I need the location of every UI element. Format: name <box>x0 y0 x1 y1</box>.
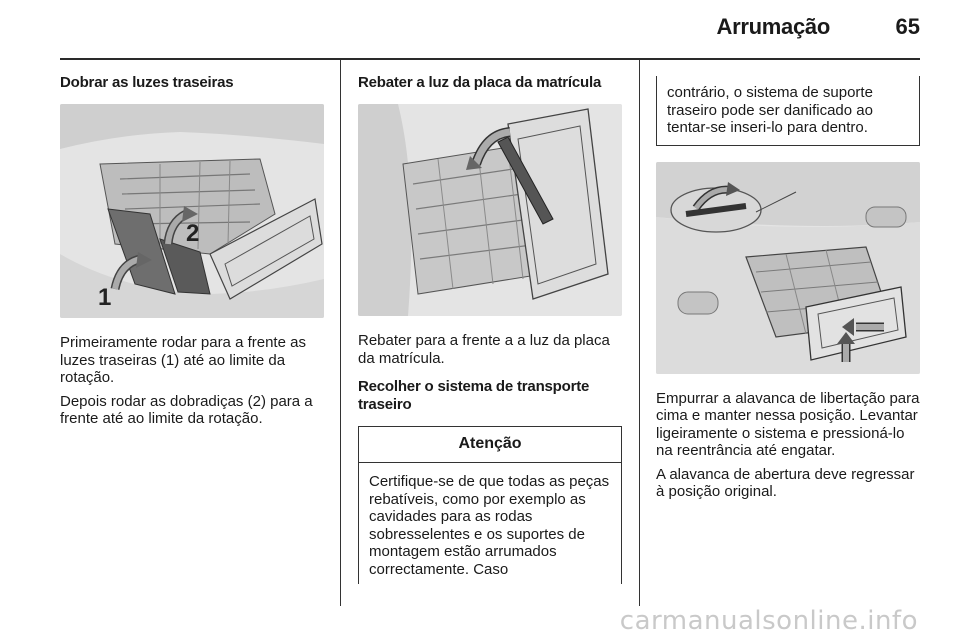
page-number: 65 <box>895 14 920 39</box>
tail-lights-step-2: Depois rodar as dobradiças (2) para a frente até ao limite da rotação. <box>60 392 313 427</box>
column-tail-lights <box>60 74 324 434</box>
attention-box-continued: contrário, o sistema de suporte traseiro pode ser danificado ao tentar-se inseri-lo para dentro. <box>656 76 920 146</box>
plate-light-illustration <box>358 104 622 316</box>
plate-light-step: Rebater para a frente a a luz da placa da matrícula. <box>358 332 610 367</box>
tail-lights-illustration <box>60 104 324 318</box>
carrier-stow-illustration <box>656 162 920 374</box>
carrier-stow-step-2: A alavanca de abertura deve regressar à posição original. <box>656 465 915 500</box>
section-heading-plate-light: Rebater a luz da placa da matrícula <box>358 74 602 91</box>
header-divider <box>60 58 920 60</box>
column-divider-right <box>639 60 640 606</box>
attention-box <box>358 426 622 584</box>
callout-label-2: 2 <box>186 220 200 247</box>
carrier-stow-step-1: Empurrar a alavanca de libertação para cima e manter nessa posição. Levantar ligeiramente o sistema e pressioná-lo na reentrância até engatar. <box>656 389 920 459</box>
column-divider-left <box>340 60 341 606</box>
attention-title: Atenção <box>359 427 621 463</box>
attention-text: Certifique-se de que todas as peças rebatíveis, como por exemplo as cavidades para as rodas sobresselentes e os suportes de montagem estão arrumados correctamente. Caso <box>369 473 610 578</box>
page-header-title: Arrumação <box>716 14 830 39</box>
section-heading-tail-lights: Dobrar as luzes traseiras <box>60 74 234 91</box>
tail-lights-step-1: Primeiramente rodar para a frente as luzes traseiras (1) até ao limite da rotação. <box>60 334 306 386</box>
watermark: carmanualsonline.info <box>619 606 918 636</box>
column-carrier-stow <box>656 76 920 507</box>
column-plate-light <box>358 74 622 584</box>
callout-label-1: 1 <box>98 284 112 311</box>
section-heading-rear-carrier: Recolher o sistema de transporte traseiro <box>358 378 590 413</box>
